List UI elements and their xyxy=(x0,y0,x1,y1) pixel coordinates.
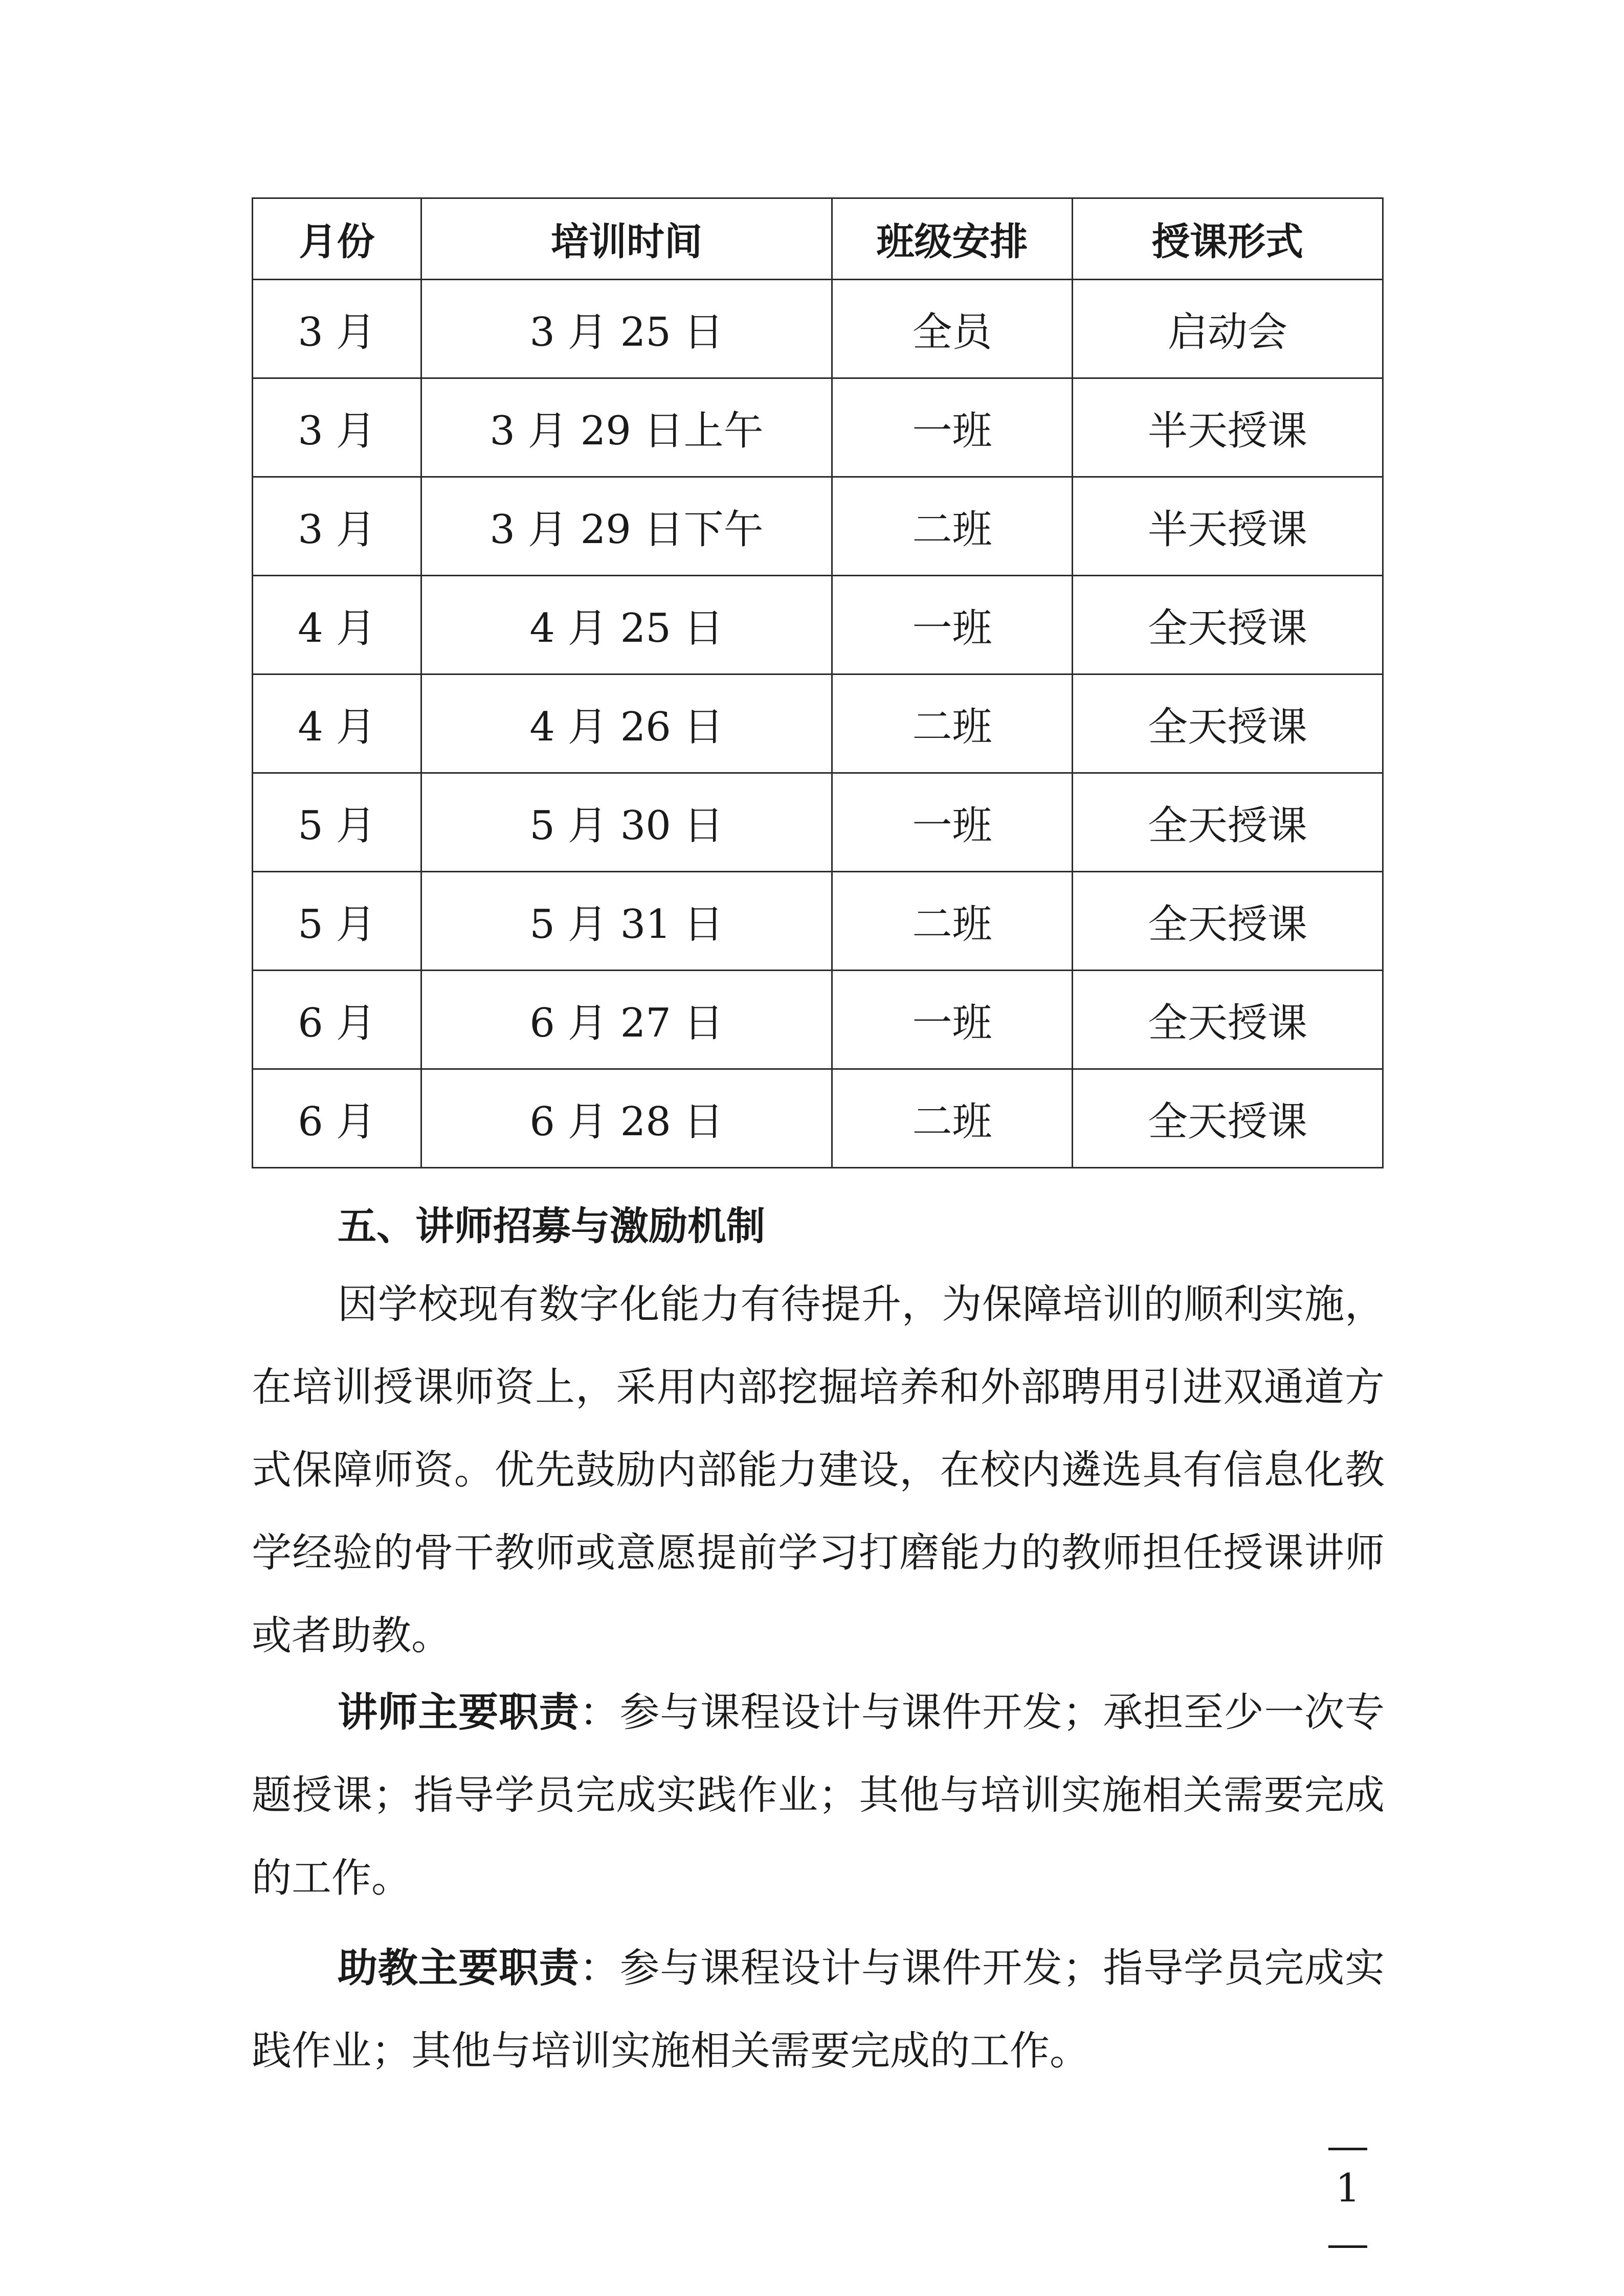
cell-class: 二班 xyxy=(832,872,1073,971)
cell-form: 全天授课 xyxy=(1073,674,1383,773)
cell-form: 全天授课 xyxy=(1073,576,1383,674)
training-schedule-table xyxy=(252,197,1384,1168)
cell-training-time: 3 月 29 日下午 xyxy=(421,477,832,576)
lecturer-duties-label: 讲师主要职责 xyxy=(338,1689,580,1736)
cell-class: 一班 xyxy=(832,971,1073,1069)
cell-form: 全天授课 xyxy=(1073,971,1383,1069)
paragraph-lecturer-duties xyxy=(252,1671,1385,1920)
table-row xyxy=(253,1069,1383,1168)
table-row xyxy=(253,674,1383,773)
assistant-duties-text: ：参与课程设计与课件开发；指导学员完成实践作业；其他与培训实施相关需要完成的工作。 xyxy=(252,1945,1385,2074)
table-row xyxy=(253,378,1383,477)
table-row xyxy=(253,576,1383,674)
page-number xyxy=(1325,2148,1371,2248)
cell-month: 5 月 xyxy=(253,872,421,971)
cell-month: 4 月 xyxy=(253,674,421,773)
cell-month: 3 月 xyxy=(253,280,421,378)
cell-form: 全天授课 xyxy=(1073,872,1383,971)
cell-month: 5 月 xyxy=(253,773,421,872)
table-row xyxy=(253,773,1383,872)
cell-training-time: 3 月 25 日 xyxy=(421,280,832,378)
header-teaching-form: 授课形式 xyxy=(1073,198,1383,280)
cell-form: 半天授课 xyxy=(1073,477,1383,576)
cell-month: 6 月 xyxy=(253,971,421,1069)
cell-training-time: 5 月 31 日 xyxy=(421,872,832,971)
paragraph-assistant-duties xyxy=(252,1927,1385,2092)
cell-class: 一班 xyxy=(832,378,1073,477)
table-row xyxy=(253,971,1383,1069)
cell-training-time: 3 月 29 日上午 xyxy=(421,378,832,477)
cell-form: 全天授课 xyxy=(1073,773,1383,872)
cell-training-time: 4 月 26 日 xyxy=(421,674,832,773)
cell-training-time: 6 月 27 日 xyxy=(421,971,832,1069)
cell-form: 全天授课 xyxy=(1073,1069,1383,1168)
cell-class: 二班 xyxy=(832,1069,1073,1168)
cell-class: 一班 xyxy=(832,576,1073,674)
page-number-value: 1 xyxy=(1335,2165,1361,2211)
lecturer-duties-text: ：参与课程设计与课件开发；承担至少一次专题授课；指导学员完成实践作业；其他与培训实施相关需要完成的工作。 xyxy=(252,1690,1385,1901)
section-heading: 五、讲师招募与激励机制 xyxy=(338,1203,765,1249)
paragraph-recruitment: 因学校现有数字化能力有待提升，为保障培训的顺利实施，在培训授课师资上，采用内部挖掘培养和外部聘用引进双通道方式保障师资。优先鼓励内部能力建设，在校内遴选具有信息化教学经验的骨干教师或意愿提前学习打磨能力的教师担任授课讲师或者助教。 xyxy=(252,1281,1385,1659)
table-row xyxy=(253,477,1383,576)
cell-form: 启动会 xyxy=(1073,280,1383,378)
cell-training-time: 5 月 30 日 xyxy=(421,773,832,872)
cell-month: 4 月 xyxy=(253,576,421,674)
page-number-dash-top xyxy=(1328,2148,1367,2150)
cell-training-time: 4 月 25 日 xyxy=(421,576,832,674)
cell-month: 3 月 xyxy=(253,477,421,576)
cell-month: 3 月 xyxy=(253,378,421,477)
cell-class: 全员 xyxy=(832,280,1073,378)
cell-class: 一班 xyxy=(832,773,1073,872)
cell-training-time: 6 月 28 日 xyxy=(421,1069,832,1168)
cell-form: 半天授课 xyxy=(1073,378,1383,477)
cell-class: 二班 xyxy=(832,674,1073,773)
header-training-time: 培训时间 xyxy=(421,198,832,280)
table-header-row xyxy=(253,198,1383,280)
table-row xyxy=(253,872,1383,971)
cell-class: 二班 xyxy=(832,477,1073,576)
table-row xyxy=(253,280,1383,378)
header-class-arrangement: 班级安排 xyxy=(832,198,1073,280)
page-number-dash-bottom xyxy=(1328,2245,1367,2248)
cell-month: 6 月 xyxy=(253,1069,421,1168)
assistant-duties-label: 助教主要职责 xyxy=(338,1945,580,1991)
header-month: 月份 xyxy=(253,198,421,280)
